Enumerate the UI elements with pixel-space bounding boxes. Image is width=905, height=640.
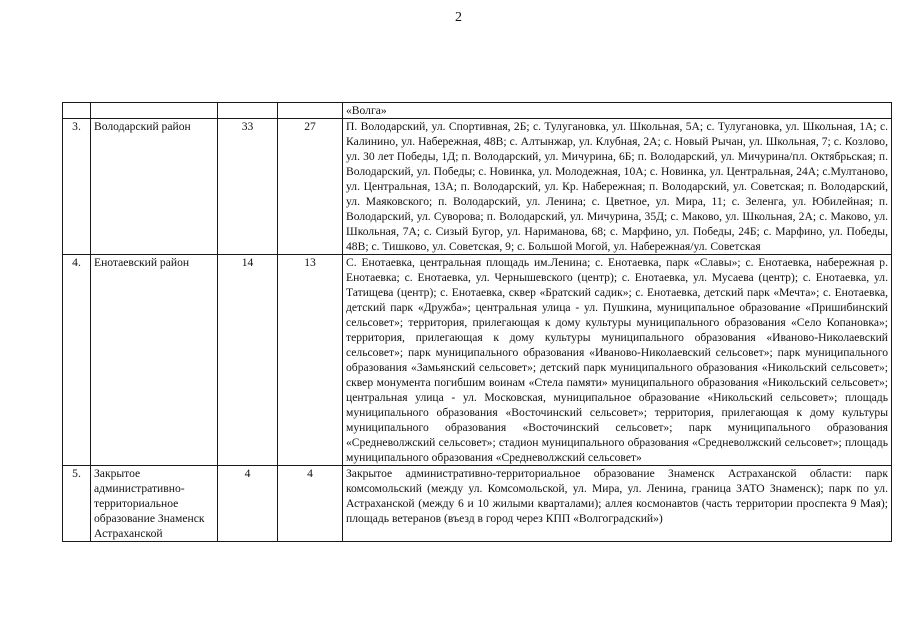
count-a: 33 bbox=[218, 119, 278, 255]
table-row bbox=[63, 103, 892, 119]
count-a: 4 bbox=[218, 466, 278, 542]
district-name: Володарский район bbox=[91, 119, 218, 255]
row-number: 3. bbox=[63, 119, 91, 255]
count-b bbox=[278, 103, 343, 119]
row-number: 5. bbox=[63, 466, 91, 542]
count-a bbox=[218, 103, 278, 119]
district-name: Закрытое административно-территориальное образование Знаменск Астраханской bbox=[91, 466, 218, 542]
places-list: «Волга» bbox=[343, 103, 892, 119]
count-b: 4 bbox=[278, 466, 343, 542]
table-row bbox=[63, 466, 892, 542]
row-number bbox=[63, 103, 91, 119]
district-name bbox=[91, 103, 218, 119]
count-b: 27 bbox=[278, 119, 343, 255]
places-list: С. Енотаевка, центральная площадь им.Ленина; с. Енотаевка, парк «Славы»; с. Енотаевка, набережная р. Енотаевка; с. Енотаевка, ул. Чернышевского (центр); с. Енотаевка, ул. Мусаева (центр); с. Енотаевка, ул. Татищева (центр); с. Енотаевка, сквер «Братский садик»; с. Енотаевка, детский парк «Мечта»; с. Енотаевка, детский парк «Дружба»; центральная улица - ул. Пушкина, муниципальное образование «Пришибинский сельсовет»; территория, прилегающая к дому культуры муниципального образования «Село Копановка»; территория, прилегающая к дому культуры муниципального образования «Иваново-Николаевский сельсовет»; парк муниципального образования «Иваново-Николаевский сельсовет»; парк муниципального образования «Замьянский сельсовет»; детский парк муниципального образования «Никольский сельсовет»; сквер монумента погибшим воинам «Стела памяти» муниципального образования «Никольский сельсовет»; центральная улица - ул. Московская, муниципальное образование «Никольский сельсовет»; площадь муниципального образования «Восточинский сельсовет»; территория, прилегающая к дому культуры муниципального образования «Восточинский сельсовет»; парк муниципального образования «Средневолжский сельсовет»; стадион муниципального образования «Средневолжский сельсовет»; площадь муниципального образования «Средневолжский сельсовет» bbox=[343, 255, 892, 466]
table-row bbox=[63, 255, 892, 466]
table-row bbox=[63, 119, 892, 255]
page-number: 2 bbox=[455, 10, 462, 25]
districts-table bbox=[62, 102, 892, 542]
count-b: 13 bbox=[278, 255, 343, 466]
count-a: 14 bbox=[218, 255, 278, 466]
places-list: Закрытое административно-территориальное образование Знаменск Астраханской области: парк комсомольский (между ул. Комсомольской, ул. Мира, ул. Ленина, граница ЗАТО Знаменск); парк по ул. Астраханской (между 6 и 10 жилыми кварталами); аллея космонавтов (часть территории проспекта 9 Мая); площадь ветеранов (въезд в город через КПП «Волгоградский») bbox=[343, 466, 892, 542]
district-name: Енотаевский район bbox=[91, 255, 218, 466]
row-number: 4. bbox=[63, 255, 91, 466]
places-list: П. Володарский, ул. Спортивная, 2Б; с. Тулугановка, ул. Школьная, 5А; с. Тулугановка, ул. Школьная, 1А; с. Калинино, ул. Набережная, 48В; с. Алтынжар, ул. Клубная, 2А; с. Новый Рычан, ул. Школьная, 7; с. Козлово, ул. 30 лет Победы, 1Д; п. Володарский, ул. Мичурина, 6Б; п. Володарский, ул. Мичурина/пл. Октябрьская; п. Володарский, ул. Победы; с. Новинка, ул. Молодежная, 10А; с. Новинка, ул. Центральная, 24А; с.Мултаново, ул. Центральная, 13А; п. Володарский, ул. Кр. Набережная; п. Володарский, ул. Советская; п. Володарский, ул. Маяковского; п. Володарский, ул. Ленина; с. Цветное, ул. Мира, 11; с. Зеленга, ул. Юбилейная; п. Володарский, ул. Суворова; п. Володарский, ул. Мичурина, 35Д; с. Маково, ул. Школьная, 2А; с. Маково, ул. Школьная, 7А; с. Сизый Бугор, ул. Нариманова, 68; с. Марфино, ул. Победы, 24Б; с. Марфино, ул. Победы, 48В; с. Тишково, ул. Советская, 9; с. Большой Могой, ул. Набережная/ул. Советская bbox=[343, 119, 892, 255]
